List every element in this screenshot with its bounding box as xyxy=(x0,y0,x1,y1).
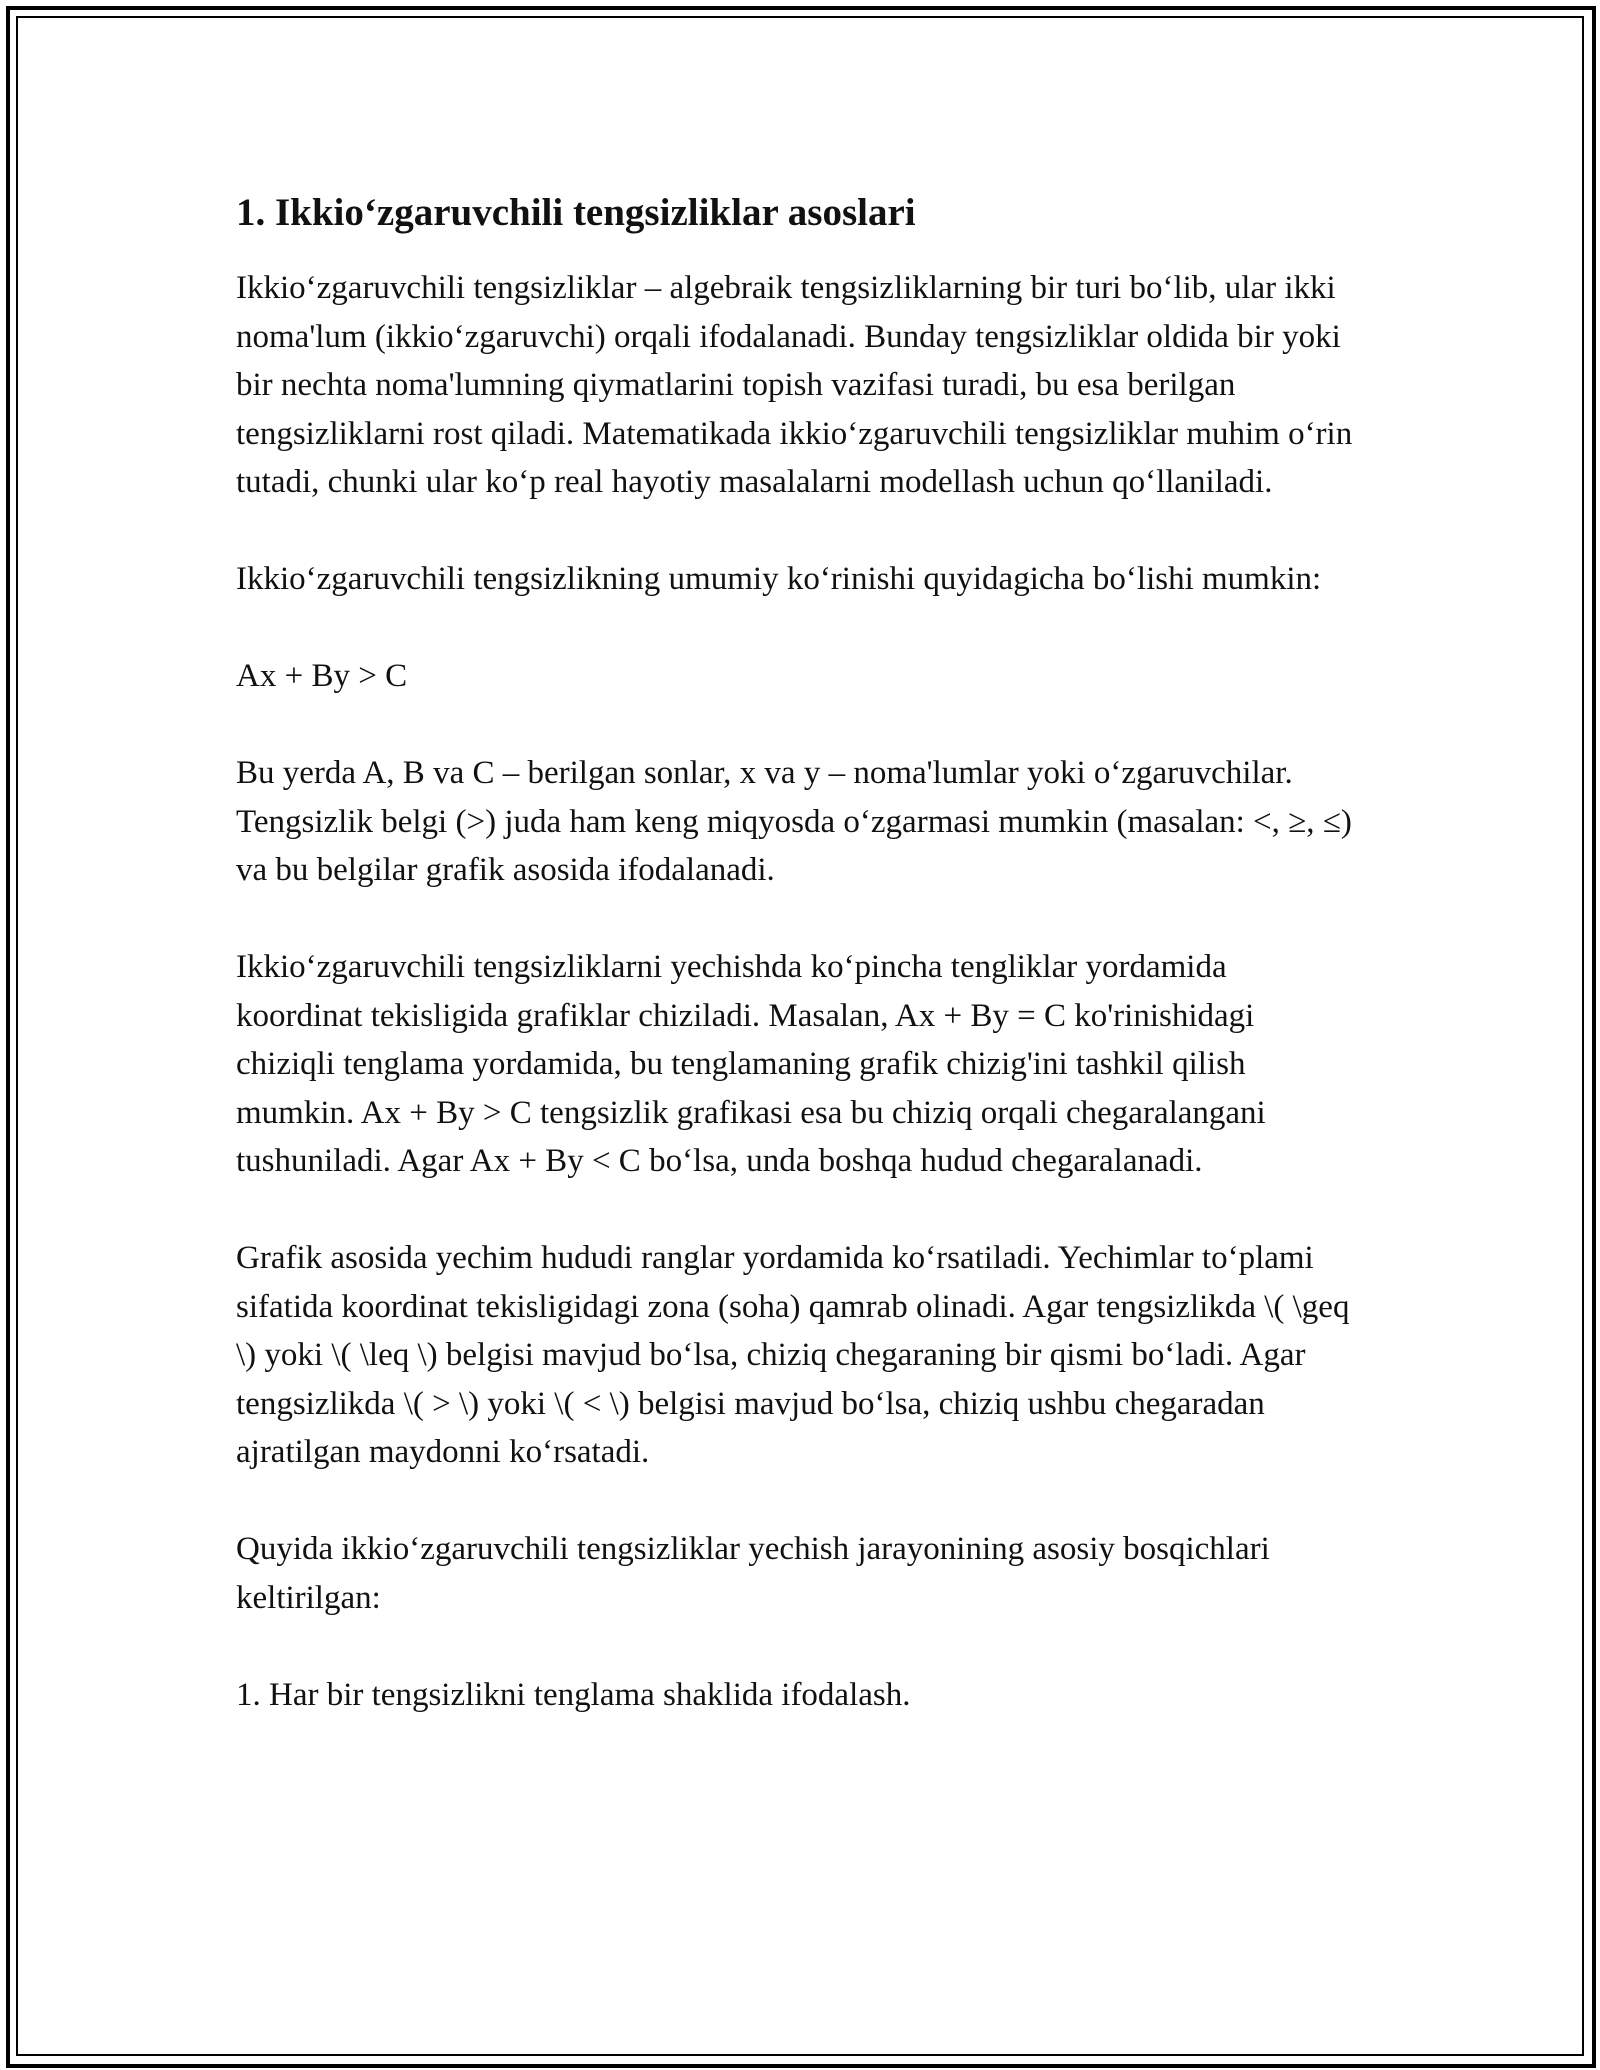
paragraph-graphing: Ikkio‘zgaruvchili tengsizliklarni yechishda ko‘pincha tengliklar yordamida koordinat tekisligida grafiklar chiziladi. Masalan, Ax + By = C ko'rinishidagi chiziqli tenglama yordamida, bu tenglamaning grafik chizig'ini tashkil qilish mumkin. Ax + By > C tengsizlik grafikasi esa bu chiziq orqali chegaralangani tushuniladi. Agar Ax + By < C bo‘lsa, unda boshqa hudud chegaralanadi. xyxy=(236,949,1266,1179)
paragraph-solution-region: Grafik asosida yechim hududi ranglar yordamida ko‘rsatiladi. Yechimlar to‘plami sifatida koordinat tekisligidagi zona (soha) qamrab olinadi. Agar tengsizlikda \( \geq \) yoki \( \leq \) belgisi mavjud bo‘lsa, chiziq chegaraning bir qismi bo‘ladi. Agar tengsizlikda \( > \) yoki \( < \) belgisi mavjud bo‘lsa, chiziq ushbu chegaradan ajratilgan maydonni ko‘rsatadi. xyxy=(236,1240,1350,1470)
formula-inequality: Ax + By > C xyxy=(236,658,408,694)
document-body xyxy=(236,186,1356,1768)
section-title: 1. Ikkio‘zgaruvchili tengsizliklar asoslari xyxy=(236,191,916,234)
paragraph-variables: Bu yerda A, B va C – berilgan sonlar, x va y – noma'lumlar yoki o‘zgaruvchilar. Tengsizlik belgi (>) juda ham keng miqyosda o‘zgarmasi mumkin (masalan: <, ≥, ≤) va bu belgilar grafik asosida ifodalanadi. xyxy=(236,755,1352,888)
paragraph-general-form: Ikkio‘zgaruvchili tengsizlikning umumiy ko‘rinishi quyidagicha bo‘lishi mumkin: xyxy=(236,561,1322,597)
paragraph-intro: Ikkio‘zgaruvchili tengsizliklar – algebraik tengsizliklarning bir turi bo‘lib, ular ikki noma'lum (ikkio‘zgaruvchi) orqali ifodalanadi. Bunday tengsizliklar oldida bir yoki bir nechta noma'lumning qiymatlarini topish vazifasi turadi, bu esa berilgan tengsizliklarni rost qiladi. Matematikada ikkio‘zgaruvchili tengsizliklar muhim o‘rin tutadi, chunki ular ko‘p real hayotiy masalalarni modellash uchun qo‘llaniladi. xyxy=(236,270,1353,500)
list-item-step-1: 1. Har bir tengsizlikni tenglama shaklida ifodalash. xyxy=(236,1676,911,1713)
paragraph-steps-intro: Quyida ikkio‘zgaruvchili tengsizliklar yechish jarayonining asosiy bosqichlari keltirilgan: xyxy=(236,1531,1270,1616)
